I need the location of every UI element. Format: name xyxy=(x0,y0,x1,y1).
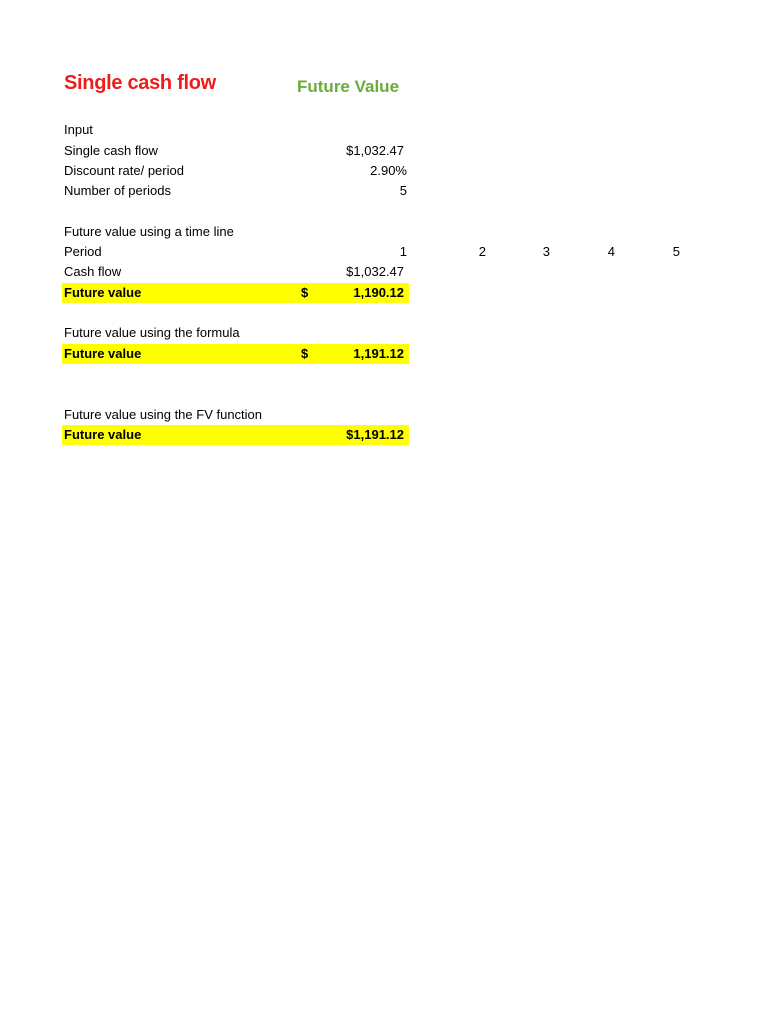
single-cash-flow-value: $1,032.47 xyxy=(346,143,404,158)
single-cash-flow-label: Single cash flow xyxy=(64,143,158,158)
cash-flow-value: $1,032.47 xyxy=(346,264,404,279)
timeline-fv-value: 1,190.12 xyxy=(353,285,404,300)
discount-rate-label: Discount rate/ period xyxy=(64,163,184,178)
formula-fv-label: Future value xyxy=(64,346,142,361)
period-3: 3 xyxy=(542,244,550,259)
number-of-periods-value: 5 xyxy=(399,183,407,198)
timeline-header: Future value using a time line xyxy=(64,224,234,239)
discount-rate-value: 2.90% xyxy=(370,163,407,178)
timeline-fv-label: Future value xyxy=(64,285,142,300)
formula-header: Future value using the formula xyxy=(64,325,240,340)
fv-function-header: Future value using the FV function xyxy=(64,407,263,422)
period-label: Period xyxy=(64,244,102,259)
formula-fv-currency: $ xyxy=(301,346,309,361)
number-of-periods-label: Number of periods xyxy=(64,183,171,198)
period-2: 2 xyxy=(478,244,486,259)
fv-function-label: Future value xyxy=(64,427,142,442)
main-title: Single cash flow xyxy=(64,72,216,94)
input-header: Input xyxy=(64,122,93,137)
timeline-fv-currency: $ xyxy=(301,285,309,300)
fv-function-value: $1,191.12 xyxy=(346,427,404,442)
cash-flow-label: Cash flow xyxy=(64,264,122,279)
formula-fv-value: 1,191.12 xyxy=(353,346,404,361)
period-5: 5 xyxy=(672,244,680,259)
period-1: 1 xyxy=(399,244,407,259)
sub-title: Future Value xyxy=(297,77,400,96)
period-4: 4 xyxy=(607,244,615,259)
